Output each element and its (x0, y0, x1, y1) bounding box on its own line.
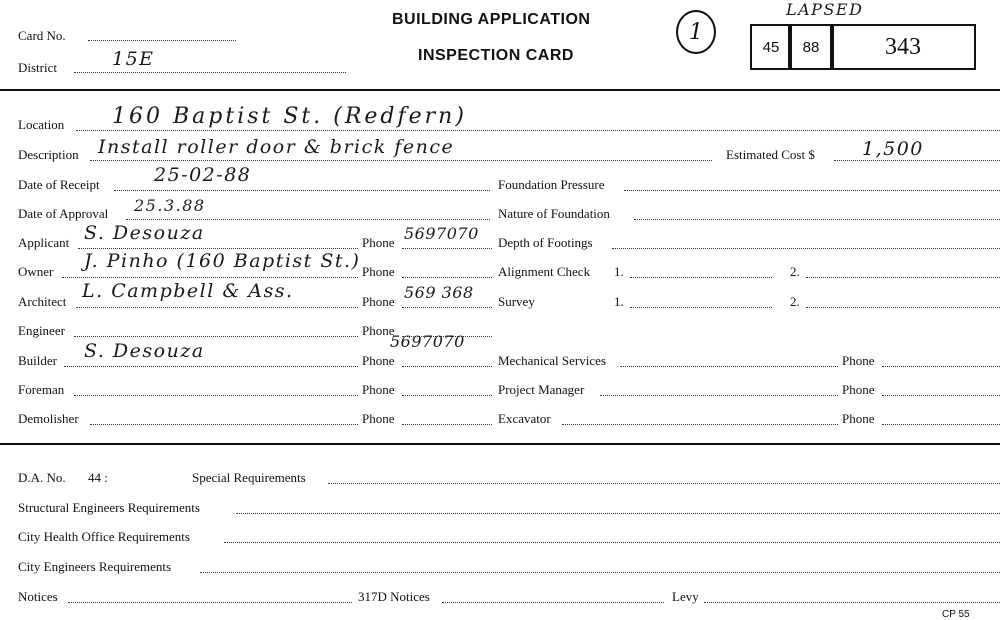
project-manager-phone-label: Phone (842, 382, 875, 397)
applicant-label: Applicant (18, 235, 70, 250)
estimated-cost-label: Estimated Cost $ (726, 147, 815, 162)
owner-value: J. Pinho (160 Baptist St.) (84, 250, 361, 272)
box-number-text: 343 (885, 33, 921, 60)
special-req-label: Special Requirements (192, 470, 306, 485)
date-approval-label: Date of Approval (18, 206, 109, 221)
district-value: 15E (112, 48, 155, 70)
date-approval-line (126, 219, 490, 220)
demolisher-phone-label: Phone (362, 411, 395, 426)
mid-rule (0, 443, 1000, 445)
builder-phone-label: Phone (362, 353, 395, 368)
demolisher-label: Demolisher (18, 411, 79, 426)
engineer-label: Engineer (18, 323, 65, 338)
alignment-line-1 (630, 277, 772, 278)
district-label: District (18, 60, 57, 75)
applicant-phone-line (402, 248, 492, 249)
applicant-phone-label: Phone (362, 235, 395, 250)
applicant-value: S. Desouza (84, 222, 205, 244)
builder-phone-line (402, 366, 492, 367)
architect-phone-line (402, 307, 492, 308)
city-eng-label: City Engineers Requirements (18, 559, 172, 574)
health-label: City Health Office Requirements (18, 529, 190, 544)
demolisher-phone-line (402, 424, 492, 425)
levy-label: Levy (672, 589, 699, 604)
applicant-phone-value: 5697070 (404, 224, 479, 243)
architect-phone-label: Phone (362, 294, 395, 309)
circled-number-text: 1 (689, 19, 703, 45)
survey-line-1 (630, 307, 772, 308)
architect-phone-value: 569 368 (404, 283, 474, 302)
project-manager-label: Project Manager (498, 382, 585, 397)
alignment-line-2 (806, 277, 1000, 278)
notices-317d-line (442, 602, 664, 603)
survey-label: Survey (498, 294, 535, 309)
project-manager-line (600, 395, 838, 396)
title-line-1: BUILDING APPLICATION (392, 11, 591, 28)
builder-line (64, 366, 358, 367)
mechanical-phone-line (882, 366, 1000, 367)
structural-line (236, 513, 1000, 514)
da-no-value: 44 : (88, 470, 108, 485)
box-number (830, 24, 976, 70)
excavator-phone-label: Phone (842, 411, 875, 426)
estimated-cost-line (834, 160, 1000, 161)
notices-line (68, 602, 352, 603)
date-receipt-value: 25-02-88 (154, 164, 252, 186)
applicant-line (78, 248, 358, 249)
district-line (74, 72, 346, 73)
card-no-line (88, 40, 236, 41)
date-receipt-line (114, 190, 490, 191)
alignment-check-label: Alignment Check (498, 264, 591, 279)
box-b (788, 24, 834, 70)
description-label: Description (18, 147, 79, 162)
foundation-pressure-line (624, 190, 1000, 191)
nature-foundation-line (634, 219, 1000, 220)
depth-footings-line (612, 248, 1000, 249)
health-line (224, 542, 1000, 543)
location-line (76, 130, 1000, 131)
da-no-label: D.A. No. (18, 470, 66, 485)
mechanical-line (620, 366, 838, 367)
foundation-pressure-label: Foundation Pressure (498, 177, 605, 192)
architect-line (76, 307, 358, 308)
foreman-phone-label: Phone (362, 382, 395, 397)
engineer-line (74, 336, 358, 337)
depth-footings-label: Depth of Footings (498, 235, 593, 250)
owner-label: Owner (18, 264, 54, 279)
engineer-phone-label: Phone (362, 323, 395, 338)
box-b-text: 88 (802, 38, 820, 56)
estimated-cost-value: 1,500 (862, 138, 924, 160)
title-line-2: INSPECTION CARD (418, 47, 574, 64)
mechanical-phone-label: Phone (842, 353, 875, 368)
foreman-line (74, 395, 358, 396)
description-value: Install roller door & brick fence (98, 136, 455, 158)
excavator-line (562, 424, 838, 425)
owner-phone-line (402, 277, 492, 278)
builder-phone-value: 5697070 (390, 332, 465, 351)
description-line (90, 160, 712, 161)
lapsed-note: LAPSED (786, 0, 864, 19)
circled-number (676, 10, 716, 54)
survey-num-1: 1. (614, 294, 624, 309)
demolisher-line (90, 424, 358, 425)
builder-value: S. Desouza (84, 340, 205, 362)
foreman-label: Foreman (18, 382, 65, 397)
box-a (750, 24, 792, 70)
mechanical-label: Mechanical Services (498, 353, 606, 368)
card-no-label: Card No. (18, 28, 66, 43)
date-approval-value: 25.3.88 (134, 196, 206, 215)
structural-label: Structural Engineers Requirements (18, 500, 200, 515)
survey-line-2 (806, 307, 1000, 308)
owner-line (62, 277, 358, 278)
header-rule (0, 89, 1000, 91)
form-code: CP 55 (942, 609, 970, 620)
architect-value: L. Campbell & Ass. (82, 280, 294, 302)
location-value: 160 Baptist St. (Redfern) (112, 104, 467, 129)
alignment-num-2: 2. (790, 264, 800, 279)
excavator-label: Excavator (498, 411, 551, 426)
architect-label: Architect (18, 294, 67, 309)
builder-label: Builder (18, 353, 57, 368)
notices-317d-label: 317D Notices (358, 589, 430, 604)
foreman-phone-line (402, 395, 492, 396)
box-a-text: 45 (762, 38, 780, 56)
owner-phone-label: Phone (362, 264, 395, 279)
project-manager-phone-line (882, 395, 1000, 396)
special-req-line (328, 483, 1000, 484)
location-label: Location (18, 117, 65, 132)
nature-foundation-label: Nature of Foundation (498, 206, 610, 221)
alignment-num-1: 1. (614, 264, 624, 279)
notices-label: Notices (18, 589, 58, 604)
date-receipt-label: Date of Receipt (18, 177, 100, 192)
survey-num-2: 2. (790, 294, 800, 309)
excavator-phone-line (882, 424, 1000, 425)
levy-line (704, 602, 1000, 603)
city-eng-line (200, 572, 1000, 573)
